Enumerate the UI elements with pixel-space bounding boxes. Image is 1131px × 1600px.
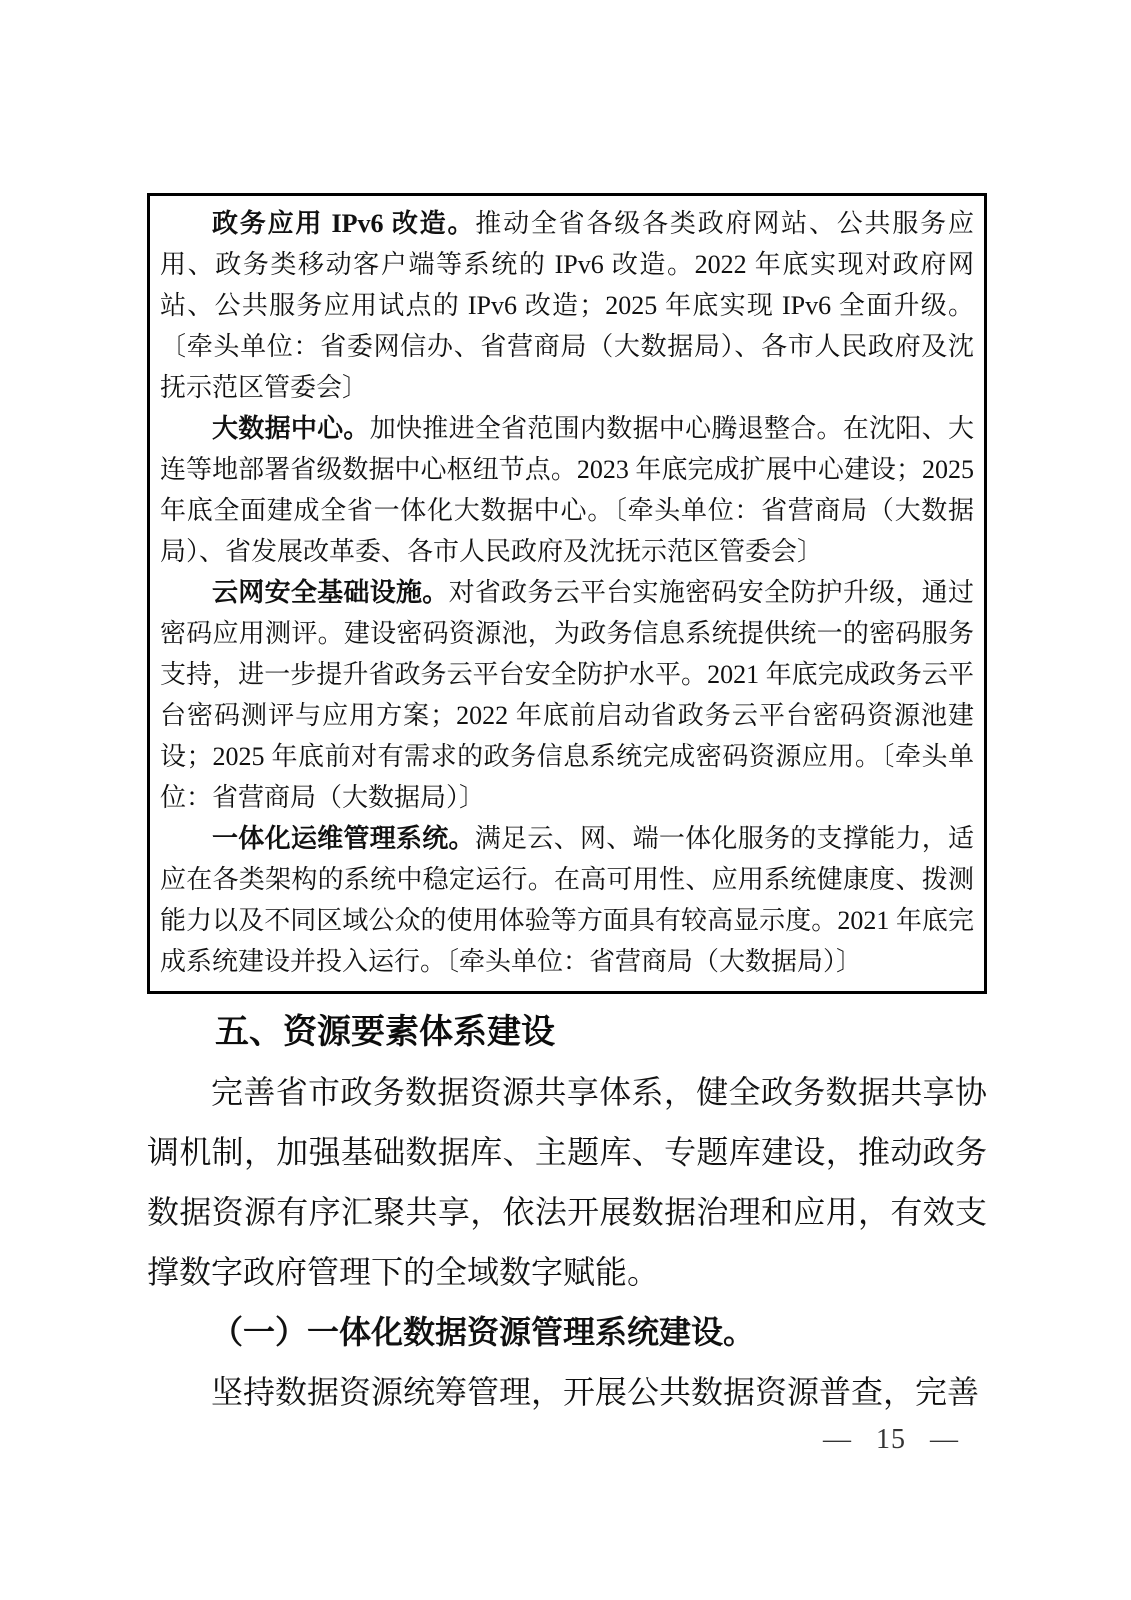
- footer-dash-right: —: [930, 1424, 959, 1455]
- box-paragraph-bigdata-center: [160, 408, 974, 572]
- paragraph-lead: 云网安全基础设施。: [212, 578, 449, 607]
- box-paragraph-cloud-security: [160, 572, 974, 818]
- paragraph-lead: 政务应用 IPv6 改造。: [212, 209, 476, 238]
- subsection-heading: （一）一体化数据资源管理系统建设。: [211, 1314, 756, 1350]
- paragraph-lead: 大数据中心。: [212, 414, 370, 443]
- page-content: [147, 193, 987, 1422]
- box-paragraph-ipv6: [160, 203, 974, 408]
- body-paragraph-intro: 完善省市政务数据资源共享体系，健全政务数据共享协调机制，加强基础数据库、主题库、专题库建设，推动政务数据资源有序汇聚共享，依法开展数据治理和应用，有效支撑数字政府管理下的全域数字赋能。: [147, 1074, 987, 1290]
- body-paragraph-partial: 坚持数据资源统筹管理，开展公共数据资源普查，完善: [211, 1374, 980, 1410]
- section-heading: 五、资源要素体系建设: [215, 1013, 555, 1051]
- page-footer: [823, 1420, 959, 1460]
- box-paragraph-ops-system: [160, 818, 974, 982]
- paragraph-body: 对省政务云平台实施密码安全防护升级，通过密码应用测评。建设密码资源池，为政务信息系统提供统一的密码服务支持，进一步提升省政务云平台安全防护水平。2021 年底完成政务云平台密码测评与应用方案；2022 年底前启动省政务云平台密码资源池建设；2025 年底前对有需求的政务信息系统完成密码资源应用。〔牵头单位：省营商局（大数据局）〕: [160, 578, 974, 812]
- bordered-text-box: [147, 193, 987, 994]
- paragraph-body: 满足云、网、端一体化服务的支撑能力，适应在各类架构的系统中稳定运行。在高可用性、应用系统健康度、拨测能力以及不同区域公众的使用体验等方面具有较高显示度。2021 年底完成系统建设并投入运行。〔牵头单位：省营商局（大数据局）〕: [160, 824, 974, 976]
- paragraph-body: 推动全省各级各类政府网站、公共服务应用、政务类移动客户端等系统的 IPv6 改造。2022 年底实现对政府网站、公共服务应用试点的 IPv6 改造；2025 年底实现 IPv6 全面升级。〔牵头单位：省委网信办、省营商局（大数据局）、各市人民政府及沈抚示范区管委会〕: [160, 209, 974, 402]
- paragraph-body: 加快推进全省范围内数据中心腾退整合。在沈阳、大连等地部署省级数据中心枢纽节点。2023 年底完成扩展中心建设；2025 年底全面建成全省一体化大数据中心。〔牵头单位：省营商局（大数据局）、省发展改革委、各市人民政府及沈抚示范区管委会〕: [160, 414, 974, 566]
- footer-dash-left: —: [823, 1424, 852, 1455]
- page-number: 15: [876, 1424, 906, 1455]
- paragraph-lead: 一体化运维管理系统。: [212, 824, 475, 853]
